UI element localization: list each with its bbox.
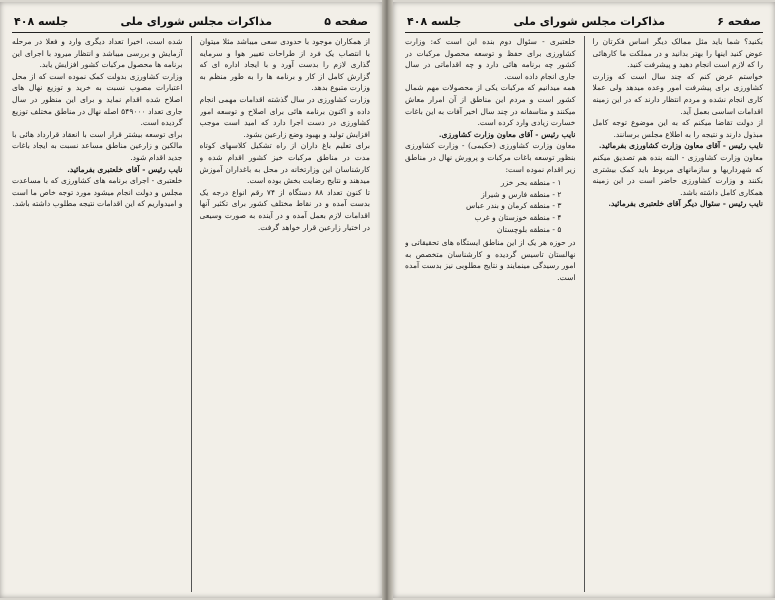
list-item: ۲ - منطقه فارس و شیراز: [481, 189, 562, 199]
right-page-column-left: [405, 36, 576, 592]
paragraph: از دولت تقاضا میکنم که به این موضوع توجه کامل مبذول دارند و نتیجه را به اطلاع مجلس برسانند.: [592, 118, 763, 139]
paragraph: برای تعلیم باغ داران از راه تشکیل کلاسهای کوتاه مدت در مناطق مرکبات خیز کشور اقدام شده و کارشناسان این وزارتخانه در محل به باغداران آموزش میدهند و نتایج رضایت بخش بوده است.: [199, 141, 370, 186]
paragraph: در حوزه هر یک از این مناطق ایستگاه های تحقیقاتی و نهالستان تاسیس گردیده و کارشناسان متخصص به امور رسیدگی مینمایند و نتایج مطلوبی نیز بدست آمده است.: [405, 238, 576, 282]
left-page-number: صفحه ۵: [324, 14, 368, 28]
paragraph: خلعتبری - اجرای برنامه های کشاورزی که با مساعدت مجلس و دولت انجام میشود مورد توجه خاص ما است و امیدواریم که این اقدامات نتیجه مطلوب داشته باشد.: [12, 176, 183, 209]
speaker-line: نایب رئیس - آقای معاون وزارت کشاورزی.: [438, 129, 576, 139]
column-divider: [191, 36, 192, 592]
left-header-rule: [12, 32, 370, 33]
right-session-label: جلسه ۴۰۸: [407, 14, 462, 28]
book-gutter: [382, 0, 393, 600]
left-page-columns: [12, 36, 370, 592]
right-page-header: [407, 12, 761, 30]
left-page-column-left: [12, 36, 183, 592]
paragraph: بکنید؟ شما باید مثل ممالک دیگر اساس فکرتان را عوض کنید اینها را بهتر بدانید و در مملکت ما کارهائی را که لازم است انجام دهید و پیشرفت کنید.: [592, 37, 763, 70]
list-item: ۴ - منطقه خوزستان و غرب: [474, 212, 562, 222]
paragraph: وزارت کشاورزی در سال گذشته اقدامات مهمی انجام داده و اکنون برنامه هائی برای اصلاح و توسعه امور کشاورزی در دست اجرا دارد که امید است موجب افزایش تولید و بهبود وضع زارعین بشود.: [199, 94, 370, 139]
left-page-header: [14, 12, 368, 30]
paragraph: معاون وزارت کشاورزی - البته بنده هم تصدیق میکنم که شهرداریها و سازمانهای مربوط باید کمک بیشتری بکنند و وزارت کشاورزی حاضر است در این زمینه همکاری کامل داشته باشد.: [592, 152, 763, 197]
left-page: [0, 2, 382, 598]
regions-list: [405, 177, 576, 235]
speaker-line: نایب رئیس - آقای خلعتبری بفرمائید.: [67, 164, 183, 174]
right-page-title: مذاکرات مجلس شورای ملی: [513, 14, 666, 28]
right-page: [393, 2, 775, 598]
left-page-column-right: [200, 36, 371, 592]
paragraph: وزارت کشاورزی بدولت کمک نموده است که از محل اعتبارات مصوب نسبت به خرید و توزیع نهال های اصلاح شده اقدام نماید و برای این منظور در سال جاری تعداد ۵۴۹۰۰۰ اصله نهال در مناطق مختلف توزیع گردیده است.: [12, 71, 183, 128]
paragraph: برای توسعه بیشتر قرار است با انعقاد قرارداد هائی با مالکین و زارعین مناطق مساعد نسبت به ایجاد باغات جدید اقدام شود.: [12, 129, 183, 162]
paragraph: معاون وزارت کشاورزی (حکیمی) - وزارت کشاورزی بنظور توسعه باغات مرکبات و پرورش نهال در مناطق زیر اقدام نموده است:: [405, 141, 576, 174]
paragraph: از همکاران موجود با حدودی سعی میباشد مثلا میتوان با انتصاب یک فرد از طراحات تغییر هوا و سرمایه گذاری لازم را بدست آورد و با ایجاد اداره ای که گزارش کامل از کار و برنامه ها را به طور منظم به وزارت متبوع بدهد.: [199, 37, 370, 93]
left-page-title: مذاکرات مجلس شورای ملی: [120, 14, 273, 28]
list-item: ۵ - منطقه بلوچستان: [496, 224, 562, 234]
speaker-line: نایب رئیس - آقای معاون وزارت کشاورزی بفرمائید.: [598, 141, 763, 151]
column-divider: [584, 36, 585, 592]
right-page-columns: [405, 36, 763, 592]
paragraph: شده است، اخیرا تعداد دیگری وارد و فعلا در مرحله آزمایش و بررسی میباشد و انتظار میرود با اجرای این برنامه ها محصول مرکبات کشور افزایش یابد.: [12, 37, 183, 70]
right-header-rule: [405, 32, 763, 33]
list-item: ۳ - منطقه کرمان و بندر عباس: [465, 201, 562, 211]
left-session-label: جلسه ۴۰۸: [14, 14, 69, 28]
right-page-column-right: [593, 36, 764, 592]
paragraph: تا کنون تعداد ۸۸ دستگاه از ۷۴ رقم انواع درجه یک بدست آمده و در نقاط مختلف کشور برای تکثیر آنها اقدامات لازم بعمل آمده و در آینده به صورت وسیعی در اختیار زارعین قرار خواهد گرفت.: [199, 187, 370, 232]
paragraph: همه میدانیم که مرکبات یکی از محصولات مهم شمال کشور است و مردم این مناطق از آن امرار معاش میکنند و متاسفانه در چند سال اخیر آفات به این باغات خسارت زیادی وارد کرده است.: [405, 83, 576, 128]
paragraph: خواستم عرض کنم که چند سال است که وزارت کشاورزی برای پیشرفت امور وعده میدهد ولی عملا کاری انجام نشده و مردم انتظار دارند که در این زمینه اقدامات اساسی بعمل آید.: [592, 71, 763, 116]
speaker-line: نایب رئیس - سئوال دیگر آقای خلعتبری بفرمائید.: [608, 199, 763, 209]
right-page-number: صفحه ۶: [717, 14, 761, 28]
paragraph: خلعتبری - سئوال دوم بنده این است که: وزارت کشاورزی برای حفظ و توسعه محصول مرکبات در کشور چه برنامه هائی دارد و چه اقداماتی در سال جاری انجام داده است.: [405, 37, 576, 81]
list-item: ۱ - منطقه بحر خزر: [500, 178, 562, 188]
